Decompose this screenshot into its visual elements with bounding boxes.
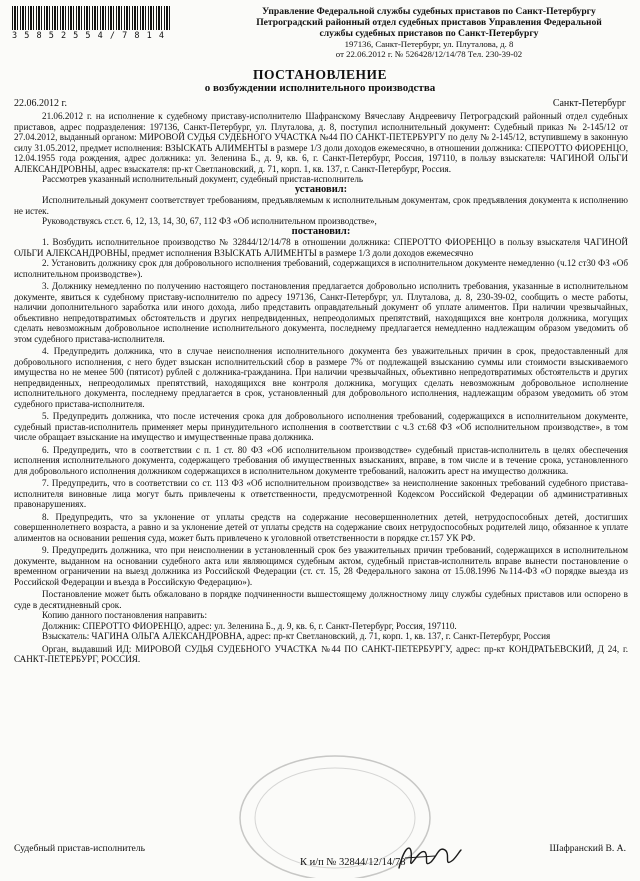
- barcode: [12, 6, 170, 41]
- document-title: ПОСТАНОВЛЕНИЕ: [252, 67, 388, 82]
- order-item-1: 1. Возбудить исполнительное производство № 32844/12/14/78 в отношении должника: СПЕРОТТО ФИОРЕНЦО в пользу взыскателя ЧАГИНОЙ ОЛЬГИ АЛЕКСАНДРОВНЫ, предмет исполнения ВЗЫСКАТЬ АЛИМЕНТЫ в размере 1/3 доли доходов ежемесячно: [14, 237, 628, 258]
- order-item-3: 3. Должнику немедленно по получению настоящего постановления предлагается добровольно исполнить требования, указанные в исполнительном документе, явиться к судебному приставу-исполнителю по адресу 197136, Санкт-Петербург, ул. Плуталова, д. 8, 230-39-02, сообщить о месте работы, наличии дополнительного заработка или иного дохода, либо представить оправдательный документ об уплате алиментов. При наличии чрезвычайных, объективно непредотвратимых обстоятельств и других непредвиденных, непреодолимых препятствий, находящихся вне контроля должника, могущих сделать невозможным добровольное исполнение исполнительного документа, последнему предлагается немедленно надлежащим образом уведомить об этом судебного пристава-исполнителя.: [14, 281, 628, 344]
- reviewed-paragraph: Рассмотрев указанный исполнительный документ, судебный пристав-исполнитель: [42, 174, 364, 184]
- appeal-paragraph: Постановление может быть обжаловано в порядке подчиненности вышестоящему должностному лицу службы судебных приставов или оспорено в суде в десятидневный срок.: [14, 589, 628, 610]
- order-item-7: 7. Предупредить, что в соответствии со ст. 113 ФЗ «Об исполнительном производстве» за неисполнение законных требований судебного пристава-исполнителя виновные лица могут быть привлечены к ответственности, предусмотренной Кодексом Российской Федерации об административных правонарушениях.: [14, 478, 628, 509]
- order-item-6: 6. Предупредить, что в соответствии с п. 1 ст. 80 ФЗ «Об исполнительном производстве» судебный пристав-исполнитель в целях обеспечения исполнения исполнительного документа, содержащего требования об имущественных взысканиях, вправе, в том числе и в течение срока, установленного для добровольного исполнения должником содержащихся в исполнительном документе требований, наложить арест на имущество должника.: [14, 444, 628, 476]
- barcode-number: 3 5 8 5 2 5 5 4 / 7 8 1 4: [12, 31, 165, 41]
- issuer-header: [222, 6, 636, 59]
- handwritten-signature: [395, 838, 463, 878]
- signer-name: Шафранский В. А.: [549, 843, 626, 854]
- registration-number: К и/п № 32844/12/14/78: [300, 857, 406, 868]
- copy-creditor: Взыскатель: ЧАГИНА ОЛЬГА АЛЕКСАНДРОВНА, адрес: пр-кт Светлановский, д. 71, корп. 1, кв. 137, г. Санкт-Петербург, Россия: [42, 631, 551, 641]
- established-paragraph-2: Руководствуясь ст.ст. 6, 12, 13, 14, 30, 67, 112 ФЗ «Об исполнительном производстве»,: [42, 216, 377, 226]
- header-line-1: Управление Федеральной службы судебных приставов по Санкт-Петербургу: [262, 6, 596, 17]
- ordered-heading: постановил:: [291, 225, 351, 237]
- copy-debtor: Должник: СПЕРОТТО ФИОРЕНЦО, адрес: ул. Зеленина Б., д. 9, кв. 6, г. Санкт-Петербург, Россия, 197110.: [42, 620, 457, 631]
- order-item-2: 2. Установить должнику срок для добровольного исполнения требований, содержащихся в исполнительном документе немедленно (ч.12 ст30 ФЗ «Об исполнительном производстве»).: [14, 258, 628, 279]
- issuer-body-line: Орган, выдавший ИД: МИРОВОЙ СУДЬЯ СУДЕБНОГО УЧАСТКА №44 ПО САНКТ-ПЕТЕРБУРГУ, адрес: пр-кт КОНДРАТЬЕВСКИЙ, Д 24, г. САНКТ-ПЕТЕРБУРГ, РОССИЯ.: [14, 643, 628, 664]
- header-registration: от 22.06.2012 г. № 526428/12/14/78 Тел. 230-39-02: [335, 49, 523, 59]
- document-body: [14, 111, 628, 665]
- document-date: 22.06.2012 г.: [14, 98, 67, 109]
- document-subtitle: о возбуждении исполнительного производства: [204, 82, 436, 94]
- intro-paragraph: 21.06.2012 г. на исполнение к судебному приставу-исполнителю Шафранскому Вячеславу Андреевичу Петроградский районный отдел судебных приставов, адрес подразделения: 197136, Санкт-Петербург, ул. Плуталова, д. 8, поступил исполнительный документ: Судебный приказ № 2-145/12 от 27.04.2012, выданный органом: МИРОВОЙ СУДЬЯ СУДЕБНОГО УЧАСТКА №44 ПО САНКТ-ПЕТЕРБУРГУ по делу № 2-145/12, вступившему в законную силу 31.05.2012, предмет исполнения: ВЗЫСКАТЬ АЛИМЕНТЫ в размере 1/3 доли доходов ежемесячно, в отношении должника: СПЕРОТТО ФИОРЕНЦО, 12.04.1955 года рождения, адрес должника: ул. Зеленина Б., д. 9, кв. 6, г. Санкт-Петербург, Россия, 197110, в пользу взыскателя: ЧАГИНОЙ ОЛЬГИ АЛЕКСАНДРОВНЫ, адрес взыскателя: пр-кт Светлановский, д. 71, корп. 1, кв. 137, г. Санкт-Петербург, Россия.: [14, 111, 628, 174]
- signer-role: Судебный пристав-исполнитель: [14, 843, 145, 854]
- document-city: Санкт-Петербург: [552, 98, 626, 109]
- order-item-5: 5. Предупредить должника, что после истечения срока для добровольного исполнения требований, содержащихся в исполнительном документе, судебный пристав-исполнитель применяет меры принудительного исполнения в соответствии с ч.3 ст.68 ФЗ «Об исполнительном производстве», в том числе обращает взыскание на имущество и имущественные права должника.: [14, 411, 628, 442]
- established-paragraph-1: Исполнительный документ соответствует требованиям, предъявляемым к исполнительным документам, срок предъявления документа к исполнению не истек.: [14, 195, 628, 216]
- established-heading: установил:: [294, 183, 348, 195]
- header-address: 197136, Санкт-Петербург, ул. Плуталова, д. 8: [344, 39, 514, 49]
- order-item-8: 8. Предупредить, что за уклонение от уплаты средств на содержание несовершеннолетних детей, нетрудоспособных детей, достигших совершеннолетнего возраста, а равно и за уклонение детей от уплаты средств на содержание своих нетрудоспособных родителей лицо, обязанное к уплате алиментов на основании решения суда, может быть привлечено к уголовной ответственности в порядке ст.157 УК РФ.: [14, 511, 628, 543]
- order-item-9: 9. Предупредить должника, что при неисполнении в установленный срок без уважительных причин требований, содержащихся в исполнительном документе, выданном на основании судебного акта или являющимся судебным актом, судебный пристав-исполнитель вправе вынести постановление о временном ограничении на выезд должника из Российской Федерации (ст. ст. 15, 28 Федерального закона от 15.08.1996 №114-ФЗ «О порядке выезда из Российской Федерации и въезда в Российскую Федерацию»).: [14, 545, 628, 587]
- order-item-4: 4. Предупредить должника, что в случае неисполнения исполнительного документа без уважительных причин в срок, предоставленный для добровольного исполнения, с него будет взыскан исполнительский сбор в размере 7% от подлежащей взысканию суммы или стоимости взыскиваемого имущества но не менее 500 (пятисот) рублей с должника-гражданина. При наличии чрезвычайных, объективно непредотвратимых обстоятельств и других непредвиденных, непреодолимых препятствий, находящихся вне контроля должника, могущих сделать невозможным добровольное исполнение исполнительного документа, последнему предлагается в срок, установленный для добровольного исполнения, надлежащим образом уведомить об этом судебного пристава-исполнителя.: [14, 346, 628, 409]
- barcode-bars: [12, 6, 170, 30]
- copy-heading: Копию данного постановления направить:: [42, 610, 207, 620]
- header-line-3: службы судебных приставов по Санкт-Петербургу: [319, 28, 539, 39]
- date-line: [14, 98, 626, 109]
- header-line-2: Петроградский районный отдел судебных приставов Управления Федеральной: [256, 17, 602, 28]
